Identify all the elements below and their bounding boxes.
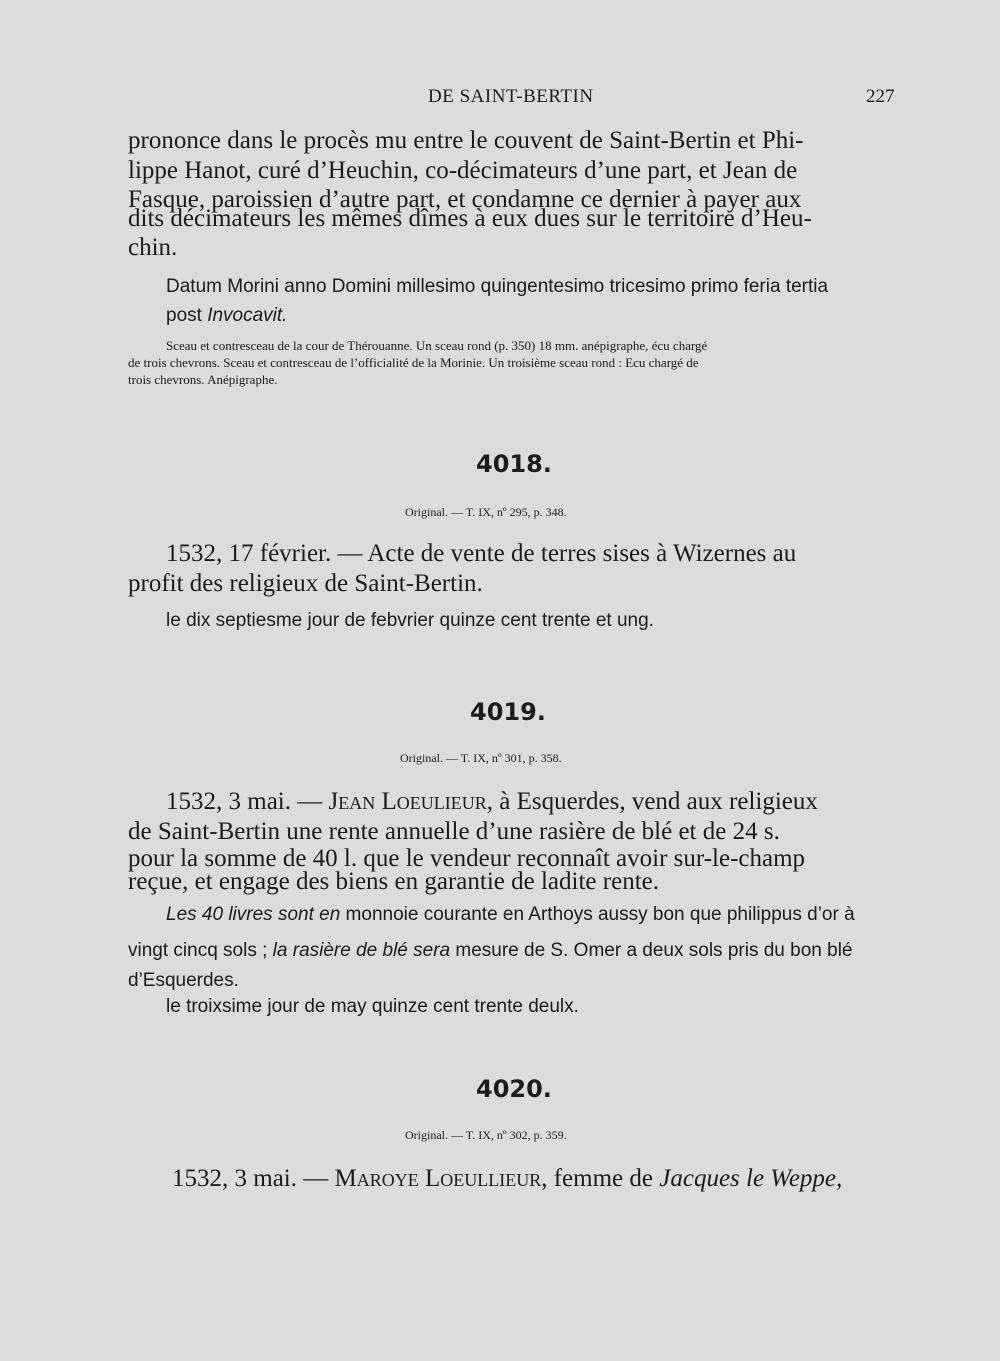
entry-source: Original. — T. IX, nº 302, p. 359. bbox=[405, 1128, 567, 1142]
seal-note-line: trois chevrons. Anépigraphe. bbox=[128, 372, 278, 387]
running-header: DE SAINT-BERTIN bbox=[428, 86, 594, 107]
intro-line: prononce dans le procès mu entre le couvent de Saint-Bertin et Phi- bbox=[128, 127, 804, 154]
entry-line: reçue, et engage des biens en garantie de ladite rente. bbox=[128, 868, 659, 895]
entry-source: Original. — T. IX, nº 295, p. 348. bbox=[405, 505, 567, 519]
entry-number: 4018. bbox=[476, 450, 552, 478]
quote-line: Les 40 livres sont en monnoie courante en Arthoys aussy bon que philippus d’or à bbox=[166, 904, 855, 925]
entry-line: 1532, 3 mai. — Jean Loeulieur, à Esquerdes, vend aux religieux bbox=[166, 788, 818, 815]
intro-line: dits décimateurs les mêmes dîmes à eux dues sur le territoire d’Heu- bbox=[128, 205, 812, 232]
quote-line: le troixsime jour de may quinze cent trente deulx. bbox=[166, 996, 579, 1017]
page-number: 227 bbox=[866, 86, 895, 107]
entry-number: 4020. bbox=[476, 1075, 552, 1103]
seal-note-line: Sceau et contresceau de la cour de Thérouanne. Un sceau rond (p. 350) 18 mm. anépigraphe, écu chargé bbox=[166, 338, 708, 353]
seal-note-line: de trois chevrons. Sceau et contresceau de l’officialité de la Morinie. Un troisième sceau rond : Ecu chargé de bbox=[128, 355, 699, 370]
quote-line: d’Esquerdes. bbox=[128, 970, 239, 991]
entry-line: de Saint-Bertin une rente annuelle d’une rasière de blé et de 24 s. bbox=[128, 818, 780, 845]
entry-source: Original. — T. IX, nº 301, p. 358. bbox=[400, 751, 562, 765]
entry-line: 1532, 17 février. — Acte de vente de terres sises à Wizernes au bbox=[166, 540, 797, 567]
entry-line: pour la somme de 40 l. que le vendeur reconnaît avoir sur-le-champ bbox=[128, 845, 806, 872]
entry-line: profit des religieux de Saint-Bertin. bbox=[128, 570, 483, 597]
intro-line: chin. bbox=[128, 234, 178, 261]
quote-line: le dix septiesme jour de febvrier quinze cent trente et ung. bbox=[166, 610, 654, 631]
intro-line: Fasque, paroissien d’autre part, et condamne ce dernier à payer aux bbox=[128, 186, 802, 213]
quote-line: post Invocavit. bbox=[166, 305, 288, 326]
quote-line: vingt cincq sols ; la rasière de blé sera mesure de S. Omer a deux sols pris du bon blé bbox=[128, 940, 853, 961]
intro-line: lippe Hanot, curé d’Heuchin, co-décimateurs d’une part, et Jean de bbox=[128, 157, 798, 184]
quote-line: Datum Morini anno Domini millesimo quingentesimo tricesimo primo feria tertia bbox=[166, 276, 829, 297]
entry-line: 1532, 3 mai. — Maroye Loeullieur, femme de Jacques le Weppe, bbox=[172, 1165, 843, 1192]
entry-number: 4019. bbox=[470, 698, 546, 726]
